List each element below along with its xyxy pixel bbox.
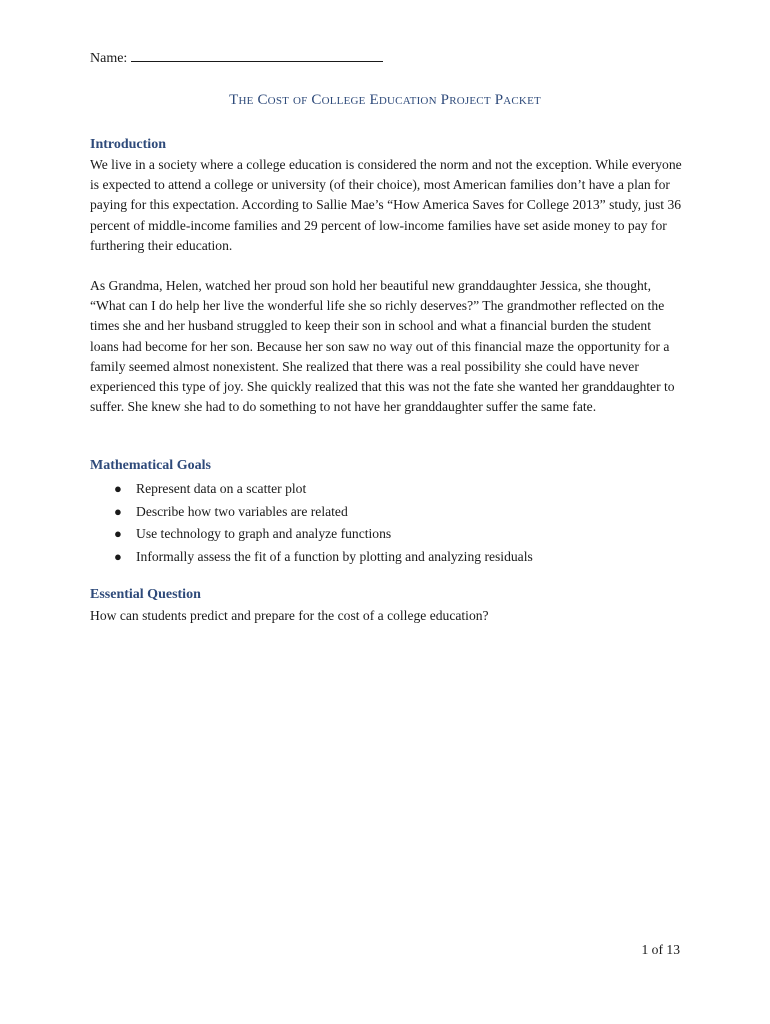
goal-item <box>90 523 533 546</box>
bullet-icon: ● <box>114 481 122 496</box>
essential-question-text: How can students predict and prepare for the cost of a college education? <box>90 608 489 623</box>
document-title: The Cost of College Education Project Packet <box>229 92 541 108</box>
bullet-icon: ● <box>114 526 122 541</box>
name-blank-line <box>131 46 383 62</box>
goal-item <box>90 478 533 501</box>
name-field <box>90 46 383 69</box>
introduction-paragraph-2: As Grandma, Helen, watched her proud son hold her beautiful new granddaughter Jessica, she thought, “What can I do help her live the wonderful life she so richly deserves?” The grandmother reflected on the times she and her husband struggled to keep their son in school and what a financial burden the student loans had become for her son. Because her son saw no way out of this financial maze the opportunity for a family seemed almost nonexistent. She realized that there was a real possibility she could have never experienced this type of joy. She quickly realized that this was not the fate she wanted her granddaughter to suffer. She knew she had to do something to not have her granddaughter suffer the same fate. <box>90 278 675 415</box>
mathematical-goals-list <box>90 478 533 568</box>
goal-text: Describe how two variables are related <box>136 503 348 519</box>
essential-question-heading: Essential Question <box>90 587 201 602</box>
bullet-icon: ● <box>114 548 122 564</box>
introduction-paragraph-1: We live in a society where a college education is considered the norm and not the exception. While everyone is expected to attend a college or university (of their choice), most American families don’t have a plan for paying for this expectation. According to Sallie Mae’s “How America Saves for College 2013” study, just 36 percent of middle-income families and 29 percent of low-income families have set aside money to pay for furthering their education. <box>90 157 682 253</box>
bullet-icon: ● <box>114 503 122 519</box>
goal-item <box>90 546 533 569</box>
name-label: Name: <box>90 51 128 66</box>
introduction-heading: Introduction <box>90 137 166 152</box>
goal-text: Use technology to graph and analyze functions <box>136 526 392 541</box>
page-number: 1 of 13 <box>641 942 680 957</box>
goal-item <box>90 501 533 524</box>
goal-text: Represent data on a scatter plot <box>136 481 307 496</box>
goal-text: Informally assess the fit of a function by plotting and analyzing residuals <box>136 548 533 564</box>
mathematical-goals-heading: Mathematical Goals <box>90 458 211 473</box>
